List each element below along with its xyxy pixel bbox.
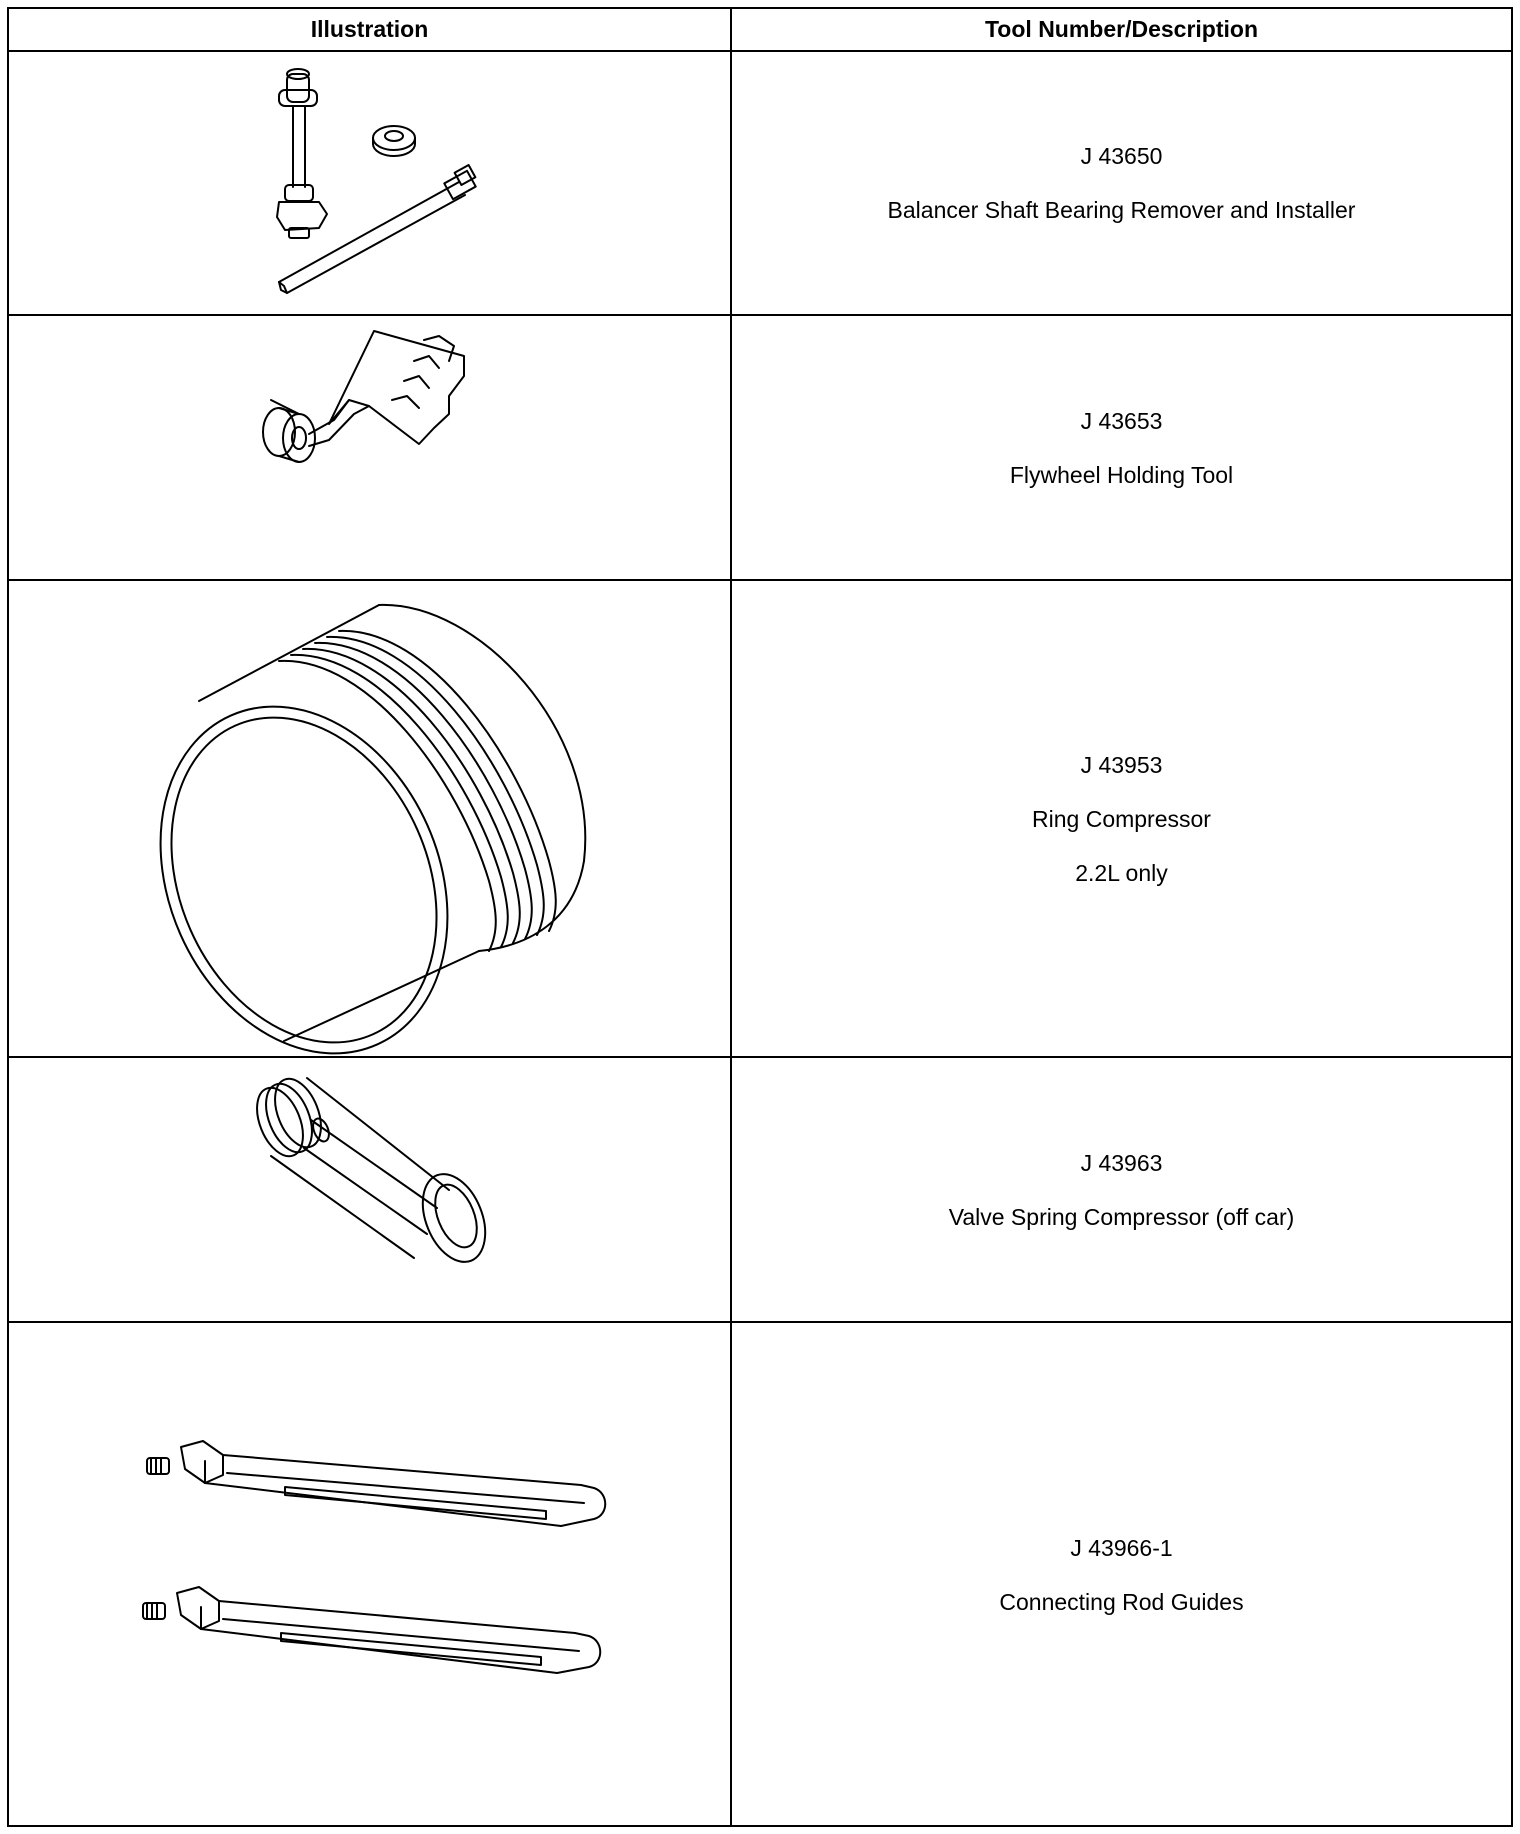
tool-name: Ring Compressor	[1032, 805, 1211, 832]
tool-number: J 43650	[1080, 143, 1163, 169]
header-illustration: Illustration	[310, 16, 429, 42]
tool-number: J 43953	[1080, 751, 1163, 778]
valve-spring-compressor-icon	[9, 1058, 730, 1321]
table-row	[9, 581, 1511, 1056]
ring-compressor-icon	[9, 581, 730, 1056]
tool-name: Flywheel Holding Tool	[1009, 461, 1234, 488]
tool-description	[732, 52, 1511, 314]
tool-number: J 43653	[1080, 407, 1163, 434]
tools-table	[7, 7, 1513, 1827]
table-row	[9, 1058, 1511, 1321]
tool-number: J 43966-1	[1070, 1535, 1173, 1561]
tool-number: J 43963	[1080, 1149, 1163, 1176]
tool-note: 2.2L only	[1075, 859, 1168, 886]
tool-description	[732, 581, 1511, 1056]
tool-description	[732, 1058, 1511, 1321]
tool-name: Balancer Shaft Bearing Remover and Installer	[887, 197, 1356, 223]
balancer-shaft-bearing-tool-icon	[9, 52, 730, 314]
tool-name: Connecting Rod Guides	[999, 1589, 1244, 1615]
tool-description	[732, 316, 1511, 579]
table-row	[9, 316, 1511, 579]
tool-description	[732, 1323, 1511, 1827]
header-description: Tool Number/Description	[984, 16, 1259, 42]
table-row	[9, 1323, 1511, 1827]
tool-name: Valve Spring Compressor (off car)	[948, 1203, 1295, 1230]
flywheel-holding-tool-icon	[9, 316, 730, 579]
connecting-rod-guides-icon	[9, 1323, 730, 1827]
table-row	[9, 52, 1511, 314]
